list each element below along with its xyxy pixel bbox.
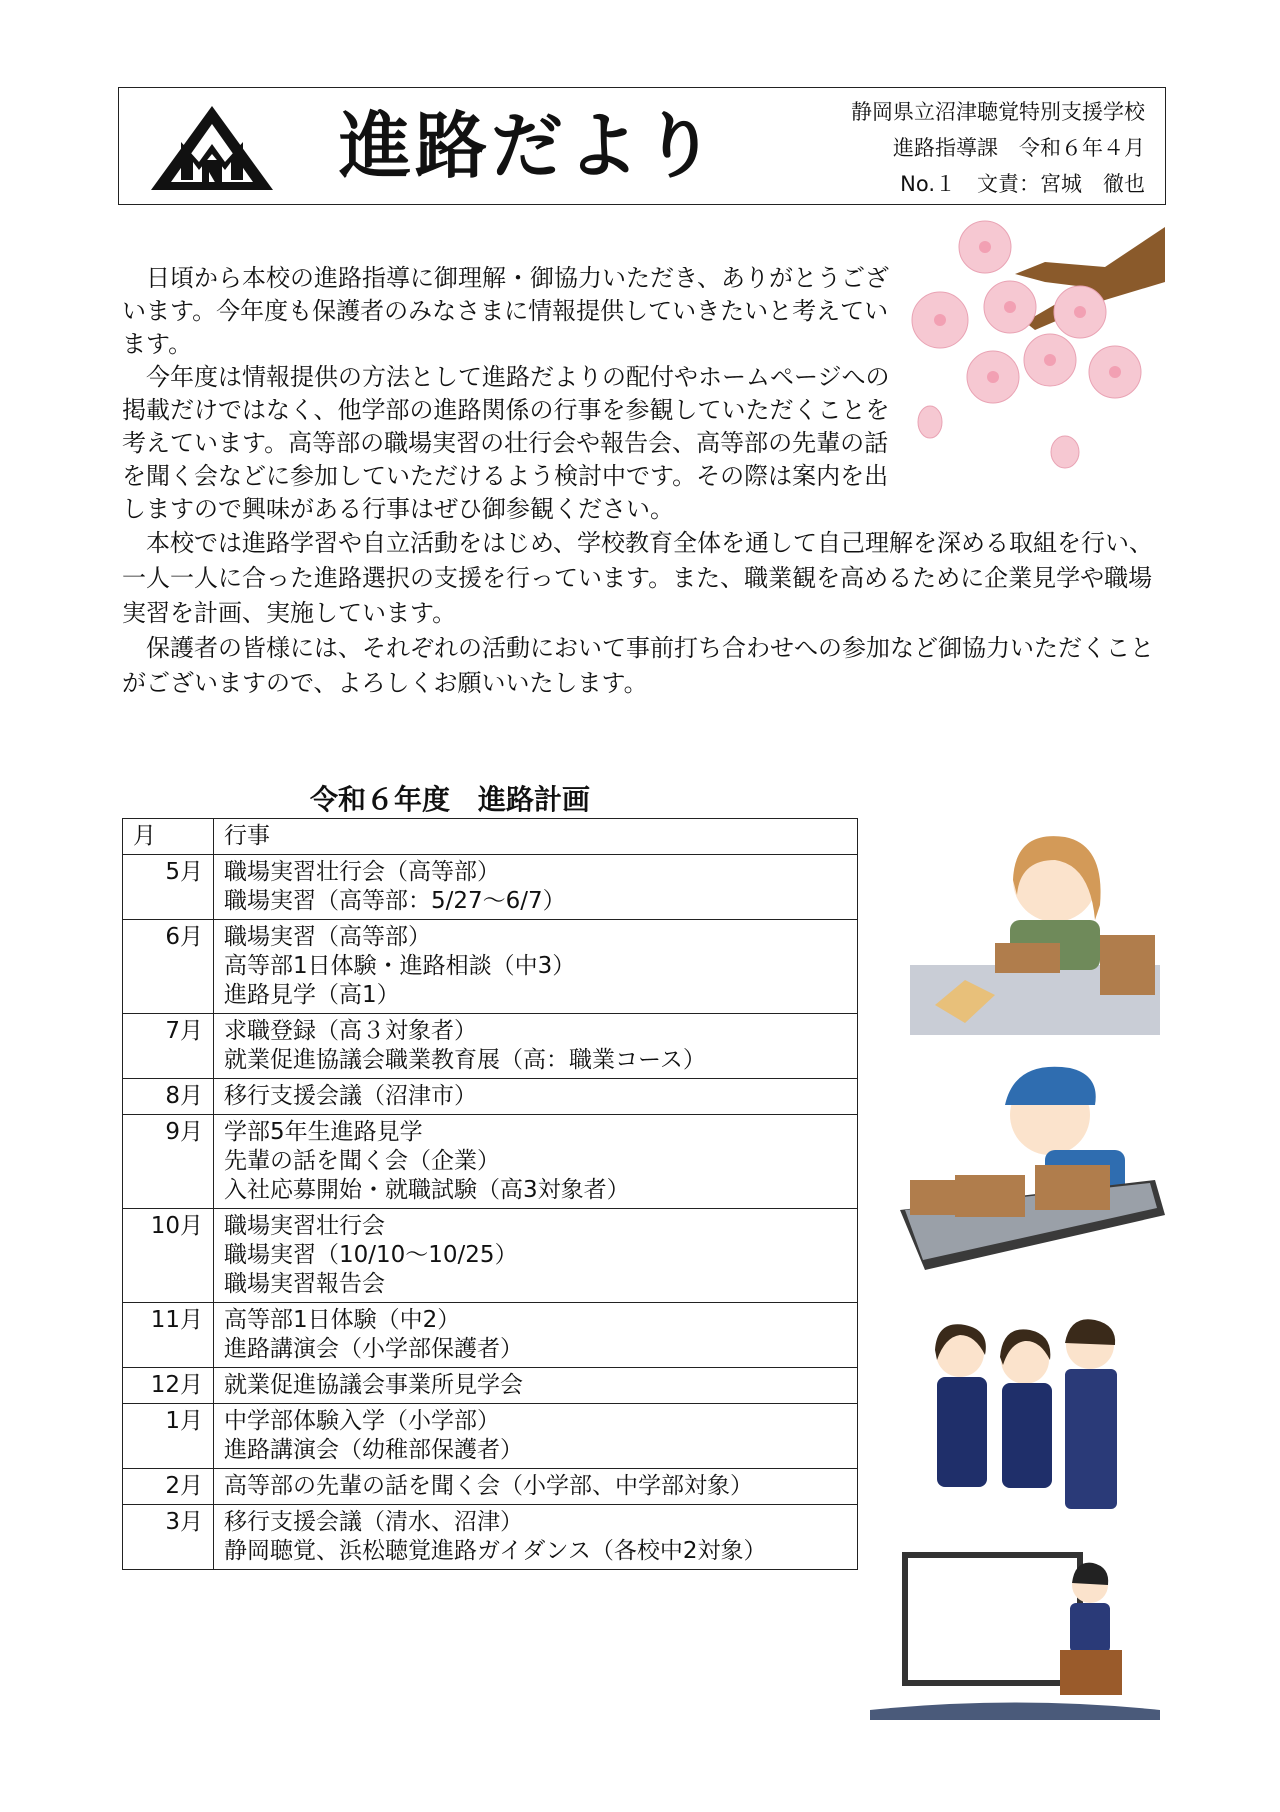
table-row bbox=[123, 1209, 858, 1303]
event-line: 就業促進協議会職業教育展（高：職業コース） bbox=[224, 1047, 706, 1073]
month-cell: 6月 bbox=[123, 920, 214, 1014]
month-cell: 2月 bbox=[123, 1469, 214, 1505]
table-header-row bbox=[123, 819, 858, 855]
issue-author: No.１ 文責：宮城 徹也 bbox=[900, 172, 1145, 196]
event-cell bbox=[214, 1115, 858, 1209]
event-line: 求職登録（高３対象者） bbox=[224, 1018, 477, 1044]
event-line: 先輩の話を聞く会（企業） bbox=[224, 1148, 500, 1174]
month-cell: 5月 bbox=[123, 855, 214, 920]
event-line: 職場実習（高等部） bbox=[224, 924, 431, 950]
event-line: 就業促進協議会事業所見学会 bbox=[224, 1372, 523, 1398]
presentation-illustration-icon bbox=[865, 1545, 1165, 1720]
event-line: 中学部体験入学（小学部） bbox=[224, 1408, 500, 1434]
event-line: 職場実習（高等部：5/27〜6/7） bbox=[224, 888, 566, 914]
event-line: 進路見学（高1） bbox=[224, 982, 400, 1008]
table-row bbox=[123, 855, 858, 920]
col-event-header: 行事 bbox=[214, 819, 858, 855]
table-row bbox=[123, 1469, 858, 1505]
intro-paragraph: 日頃から本校の進路指導に御理解・御協力いただき、ありがとうございます。今年度も保護者のみなさまに情報提供していきたいと考えています。 bbox=[122, 264, 890, 358]
event-line: 職場実習（10/10〜10/25） bbox=[224, 1242, 518, 1268]
col-month-header: 月 bbox=[123, 819, 214, 855]
month-cell: 9月 bbox=[123, 1115, 214, 1209]
intro-paragraph: 保護者の皆様には、それぞれの活動において事前打ち合わせへの参加など御協力いただくことがございますので、よろしくお願いいたします。 bbox=[122, 634, 1154, 697]
event-line: 職場実習壮行会 bbox=[224, 1213, 385, 1239]
event-line: 職場実習報告会 bbox=[224, 1271, 385, 1297]
department-date: 進路指導課 令和６年４月 bbox=[893, 136, 1145, 160]
event-line: 入社応募開始・就職試験（高3対象者） bbox=[224, 1177, 630, 1203]
event-cell bbox=[214, 920, 858, 1014]
newsletter-header bbox=[118, 87, 1166, 205]
event-cell bbox=[214, 1014, 858, 1079]
month-cell: 12月 bbox=[123, 1368, 214, 1404]
event-cell bbox=[214, 1209, 858, 1303]
plan-table bbox=[122, 818, 858, 1570]
school-logo-icon bbox=[147, 102, 277, 194]
event-line: 職場実習壮行会（高等部） bbox=[224, 859, 500, 885]
table-row bbox=[123, 1303, 858, 1368]
event-line: 移行支援会議（清水、沼津） bbox=[224, 1509, 523, 1535]
table-row bbox=[123, 1079, 858, 1115]
table-row bbox=[123, 920, 858, 1014]
event-cell bbox=[214, 1079, 858, 1115]
table-row bbox=[123, 1115, 858, 1209]
table-row bbox=[123, 1014, 858, 1079]
intro-text-wide bbox=[122, 526, 1170, 701]
event-line: 進路講演会（小学部保護者） bbox=[224, 1336, 523, 1362]
event-line: 高等部1日体験（中2） bbox=[224, 1307, 461, 1333]
intro-paragraph: 今年度は情報提供の方法として進路だよりの配付やホームページへの掲載だけではなく、他学部の進路関係の行事を参観していただくことを考えています。高等部の職場実習の壮行会や報告会、高等部の先輩の話を聞く会などに参加していただけるよう検討中です。その際は案内を出しますので興味がある行事はぜひ御参観ください。 bbox=[122, 363, 890, 523]
cherry-blossom-icon bbox=[905, 212, 1165, 477]
table-row bbox=[123, 1505, 858, 1570]
header-info bbox=[851, 94, 1145, 202]
intro-paragraph: 本校では進路学習や自立活動をはじめ、学校教育全体を通して自己理解を深める取組を行い、一人一人に合った進路選択の支援を行っています。また、職業観を高めるために企業見学や職場実習を計画、実施しています。 bbox=[122, 529, 1154, 627]
month-cell: 8月 bbox=[123, 1079, 214, 1115]
newsletter-title: 進路だより bbox=[339, 104, 720, 188]
month-cell: 1月 bbox=[123, 1404, 214, 1469]
table-row bbox=[123, 1368, 858, 1404]
event-line: 静岡聴覚、浜松聴覚進路ガイダンス（各校中2対象） bbox=[224, 1538, 767, 1564]
plan-title: 令和６年度 進路計画 bbox=[310, 783, 591, 816]
event-cell bbox=[214, 1505, 858, 1570]
month-cell: 10月 bbox=[123, 1209, 214, 1303]
event-line: 高等部1日体験・進路相談（中3） bbox=[224, 953, 576, 979]
intro-text bbox=[122, 262, 902, 526]
event-line: 学部5年生進路見学 bbox=[224, 1119, 423, 1145]
event-line: 高等部の先輩の話を聞く会（小学部、中学部対象） bbox=[224, 1473, 753, 1499]
month-cell: 7月 bbox=[123, 1014, 214, 1079]
month-cell: 11月 bbox=[123, 1303, 214, 1368]
event-line: 進路講演会（幼稚部保護者） bbox=[224, 1437, 523, 1463]
school-name: 静岡県立沼津聴覚特別支援学校 bbox=[851, 100, 1145, 124]
event-cell bbox=[214, 1469, 858, 1505]
students-illustration-icon bbox=[925, 1315, 1140, 1525]
table-row bbox=[123, 1404, 858, 1469]
factory-worker-conveyor-illustration-icon bbox=[895, 1060, 1170, 1275]
event-cell bbox=[214, 1303, 858, 1368]
event-line: 移行支援会議（沼津市） bbox=[224, 1083, 477, 1109]
event-cell bbox=[214, 1404, 858, 1469]
worker-packing-illustration-icon bbox=[905, 825, 1165, 1040]
event-cell bbox=[214, 1368, 858, 1404]
event-cell bbox=[214, 855, 858, 920]
month-cell: 3月 bbox=[123, 1505, 214, 1570]
